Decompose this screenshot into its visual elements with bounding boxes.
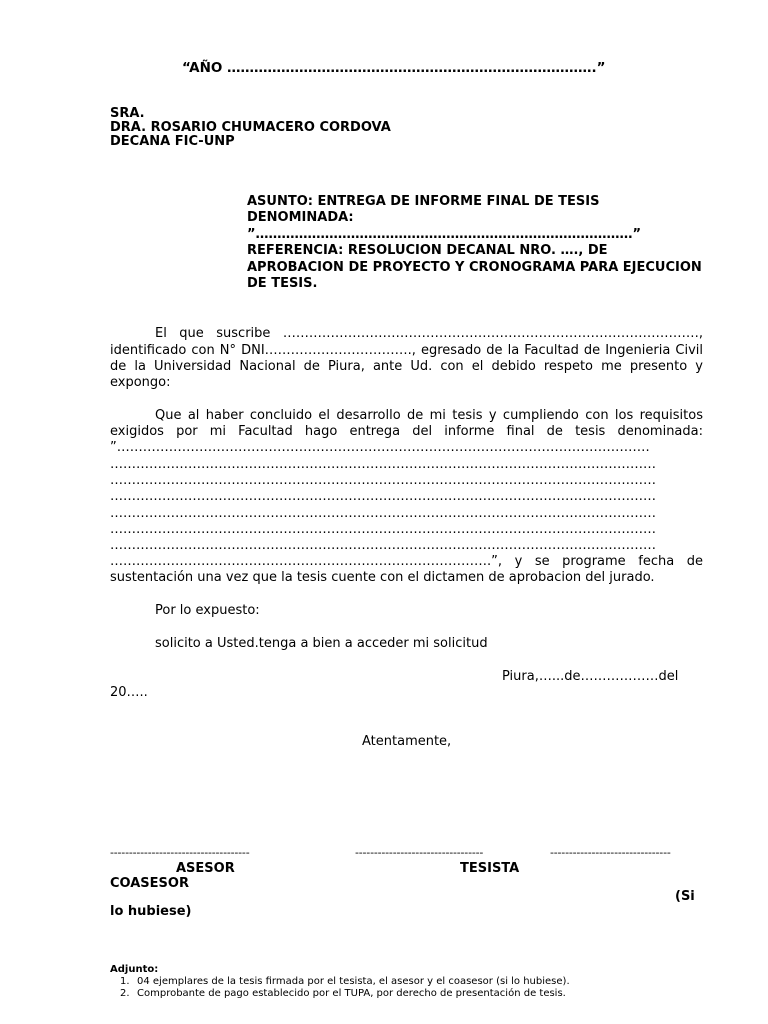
por-lo-expuesto: Por lo expuesto:	[155, 603, 260, 618]
signature-label-asesor: ASESOR	[176, 861, 235, 876]
subject-line: ”……………………………………………………………………………”	[247, 227, 642, 242]
attachment-number: 2.	[120, 988, 130, 999]
reference-line: DE TESIS.	[247, 276, 318, 291]
dotted-line: ………………………………………………………………………………………………………………	[110, 522, 656, 537]
place-date: Piura,…...de………………del	[502, 669, 679, 684]
signature-line-asesor: -------------------------------------	[110, 846, 250, 859]
paragraph-line: …………………………………………………………………………….”, y se programe fecha de	[110, 554, 703, 569]
attachment-item: Comprobante de pago establecido por el TUPA, por derecho de presentación de tesis.	[137, 988, 566, 999]
addressee-title: SRA.	[110, 106, 145, 121]
reference-line: APROBACION DE PROYECTO Y CRONOGRAMA PARA EJECUCION	[247, 260, 702, 275]
request-line: solicito a Usted.tenga a bien a acceder mi solicitud	[155, 636, 488, 651]
subject-line: ASUNTO: ENTREGA DE INFORME FINAL DE TESIS	[247, 194, 600, 209]
addressee-name: DRA. ROSARIO CHUMACERO CORDOVA	[110, 120, 391, 135]
signature-note: (Si	[675, 889, 695, 904]
year-short: 20…..	[110, 685, 148, 700]
signature-label-tesista: TESISTA	[460, 861, 520, 876]
paragraph-line: expongo:	[110, 375, 171, 390]
paragraph-line: de la Universidad Nacional de Piura, ante Ud. con el debido respeto me presento y	[110, 359, 703, 374]
paragraph-line: identificado con N° DNI……………………………., egresado de la Facultad de Ingenieria Civil	[110, 343, 703, 358]
attachments-title: Adjunto:	[110, 964, 159, 975]
closing-greeting: Atentamente,	[362, 734, 452, 749]
paragraph-line: exigidos por mi Facultad hago entrega del informe final de tesis denominada:	[110, 424, 703, 439]
dotted-line: ………………………………………………………………………………………………………………	[110, 457, 656, 472]
dotted-line: ”……………………………………………………………………………………………………………	[110, 440, 650, 455]
attachment-item: 04 ejemplares de la tesis firmada por el tesista, el asesor y el coasesor (si lo hubiese).	[137, 976, 570, 987]
paragraph-line: sustentación una vez que la tesis cuente con el dictamen de aprobacion del jurado.	[110, 570, 655, 585]
dotted-line: ………………………………………………………………………………………………………………	[110, 489, 656, 504]
reference-line: REFERENCIA: RESOLUCION DECANAL NRO. …., DE	[247, 243, 608, 258]
paragraph-line: Que al haber concluido el desarrollo de mi tesis y cumpliendo con los requisitos	[155, 408, 703, 423]
dotted-line: ………………………………………………………………………………………………………………	[110, 473, 656, 488]
signature-line-tesista: ----------------------------------	[355, 846, 484, 859]
signature-label-coasesor: COASESOR	[110, 876, 189, 891]
dotted-line: ………………………………………………………………………………………………………………	[110, 506, 656, 521]
signature-line-coasesor: --------------------------------	[550, 846, 671, 859]
year-line: “AÑO ……………………………………………………………………….”	[182, 60, 606, 76]
paragraph-line: El que suscribe ……………………………………………………………………………………,	[155, 326, 703, 341]
subject-line: DENOMINADA:	[247, 210, 354, 225]
attachment-number: 1.	[120, 976, 130, 987]
dotted-line: ………………………………………………………………………………………………………………	[110, 538, 656, 553]
addressee-position: DECANA FIC-UNP	[110, 134, 235, 149]
signature-note: lo hubiese)	[110, 904, 192, 919]
